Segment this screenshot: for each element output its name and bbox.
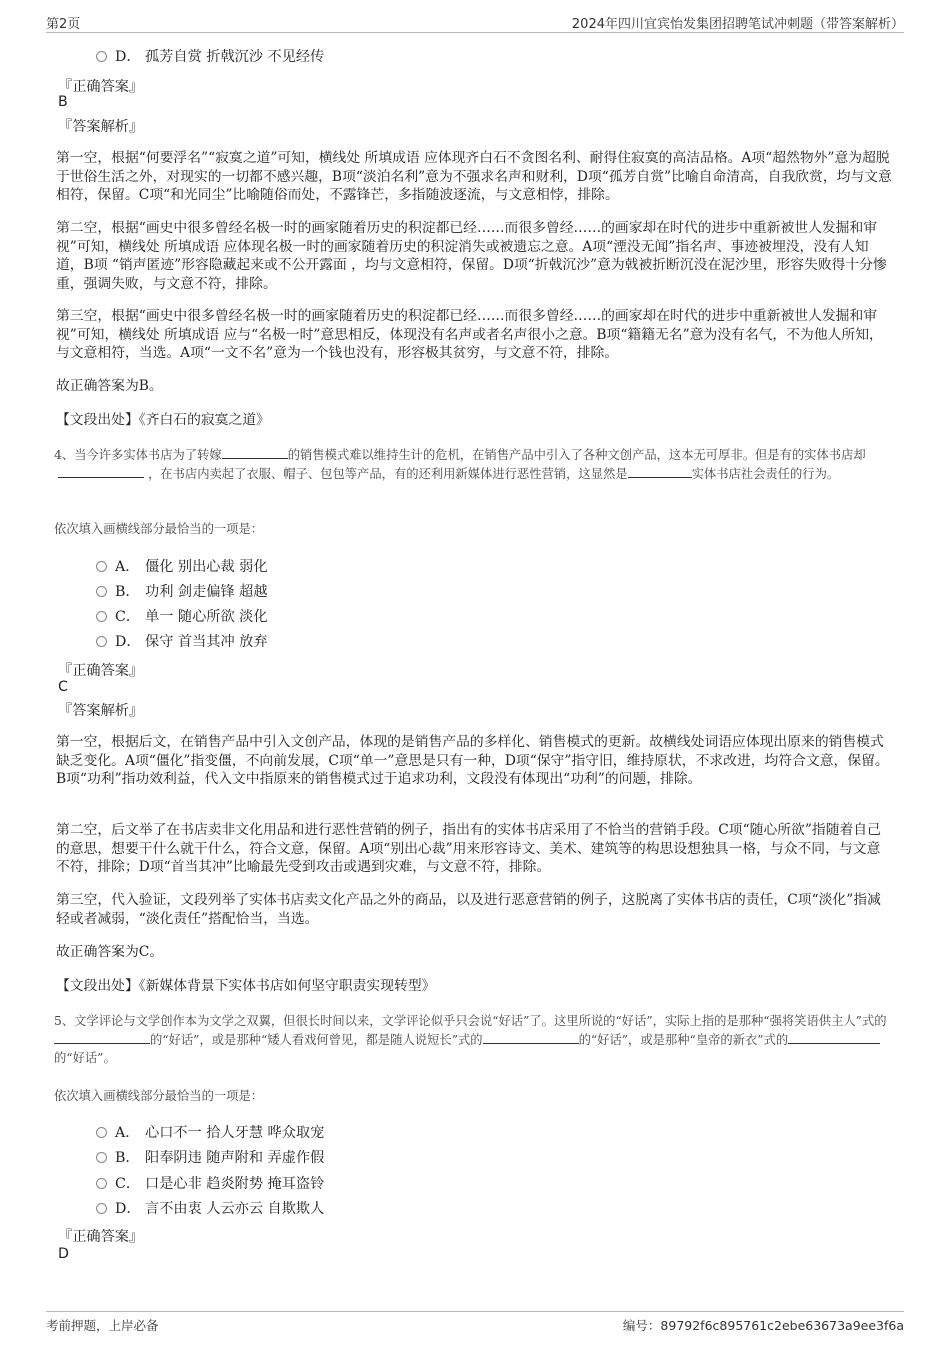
document-id: 编号：89792f6c895761c2ebe63673a9ee3f6a <box>622 1318 904 1333</box>
radio-icon[interactable] <box>96 611 107 622</box>
q5-option-c[interactable]: C． 口是心非 趋炎附势 掩耳盗铃 <box>96 1173 324 1193</box>
page-header <box>46 10 904 33</box>
q4-answer: C <box>58 679 68 695</box>
q3-analysis-paragraph: 第一空，根据“何要浮名”“寂寞之道”可知，横线处 所填成语 应体现齐白石不贪图名利、耐得住寂寞的高洁品格。A项“超然物外”意为超脱于世俗生活之外，对现实的一切都不感兴趣，B项“淡泊名利”意为不强求名声和财利，D项“孤芳自赏”比喻自命清高，自我欣赏，均与文意相符，保留。C项“和光同尘”比喻随俗而处，不露锋芒，多指随波逐流，与文意相悖，排除。 <box>56 150 892 203</box>
q5-answer: D <box>58 1246 69 1262</box>
q4-option-a[interactable]: A． 僵化 别出心裁 弱化 <box>96 556 268 576</box>
q4-option-d[interactable]: D． 保守 首当其冲 放弃 <box>96 631 268 651</box>
q4-conclusion: 故正确答案为C。 <box>56 944 164 960</box>
blank-line <box>222 446 288 459</box>
footer-slogan: 考前押题，上岸必备 <box>46 1318 159 1333</box>
q3-source: 【文段出处】《齐白石的寂寞之道》 <box>56 412 270 428</box>
radio-icon[interactable] <box>96 1152 107 1163</box>
q3-answer: B <box>58 94 68 110</box>
radio-icon[interactable] <box>96 51 107 62</box>
q4-instruction: 依次填入画横线部分最恰当的一项是： <box>54 522 264 536</box>
q5-instruction: 依次填入画横线部分最恰当的一项是： <box>54 1089 264 1103</box>
q5-stem: 5、文学评论与文学创作本为文学之双翼，但很长时间以来，文学评论似乎只会说“好话”了。这里所说的“好话”，实际上指的是那种“强将笑语供主人”式的的“好话”，或是那种“矮人看戏何曾见，都是随人说短长”式的 的“好话”，或是那种“皇帝的新衣”式的的“好话”。 <box>54 1014 887 1065</box>
q5-answer-label: 『正确答案』 <box>58 1229 144 1245</box>
q4-option-b[interactable]: B． 功利 剑走偏锋 超越 <box>96 581 268 601</box>
q3-conclusion: 故正确答案为B。 <box>56 378 163 394</box>
radio-icon[interactable] <box>96 636 107 647</box>
q5-option-b[interactable]: B． 阳奉阴违 随声附和 弄虚作假 <box>96 1147 324 1167</box>
q4-analysis-paragraph: 第一空，根据后文，在销售产品中引入文创产品，体现的是销售产品的多样化、销售模式的更新。故横线处词语应体现出原来的销售模式缺乏变化。A项“僵化”指变僵，不向前发展，C项“单一”意思是只有一种，D项“保守”指守旧，维持原状，不求改进，均符合文意，保留。B项“功利”指功效利益，代入文中指原来的销售模式过于追求功利，文段没有体现出“功利”的问题，排除。 <box>56 734 889 787</box>
q4-analysis-label: 『答案解析』 <box>58 703 144 719</box>
radio-icon[interactable] <box>96 561 107 572</box>
q4-stem: 4、当今许多实体书店为了转嫁 的销售模式难以维持生计的危机，在销售产品中引入了各种文创产品，这本无可厚非。但是有的实体书店却，在书店内卖起了衣服、帽子、包包等产品，有的还利用新媒体进行恶性营销，这显然是 实体书店社会责任的行为。 <box>54 448 866 481</box>
q3-analysis-paragraph: 第二空，根据“画史中很多曾经名极一时的画家随着历史的积淀都已经……而很多曾经……的画家却在时代的进步中重新被世人发掘和审视”可知，横线处 所填成语 应体现名极一时的画家随着历史的积淀消失或被遗忘之意。A项“湮没无闻”指名声、事迹被埋没，没有人知道，B项 “销声匿迹”形容隐藏起来或不公开露面 ，均与文意相符，保留。D项“折戟沉沙”意为戟被折断沉没在泥沙里，形容失败得十分惨重，强调失败，与文意不符，排除。 <box>56 220 887 292</box>
q3-option-d[interactable]: D． 孤芳自赏 折戟沉沙 不见经传 <box>96 46 324 66</box>
q5-option-d[interactable]: D． 言不由衷 人云亦云 自欺欺人 <box>96 1198 324 1218</box>
document-title: 2024年四川宜宾怡发集团招聘笔试冲刺题（带答案解析） <box>571 17 904 32</box>
q4-analysis-paragraph: 第三空，代入验证，文段列举了实体书店卖文化产品之外的商品，以及进行恶意营销的例子，这脱离了实体书店的责任，C项“淡化”指减轻或者减弱，“淡化责任”搭配恰当，当选。 <box>56 892 881 927</box>
page-footer <box>46 1311 904 1338</box>
radio-icon[interactable] <box>96 586 107 597</box>
radio-icon[interactable] <box>96 1127 107 1138</box>
q3-analysis-paragraph: 第三空，根据“画史中很多曾经名极一时的画家随着历史的积淀都已经……而很多曾经……的画家却在时代的进步中重新被世人发掘和审视”可知，横线处 所填成语 应与“名极一时”意思相反，体现没有名声或者名声很小之意。B项“籍籍无名”意为没有名气，不为他人所知，与文意相符，当选。A项“一文不名”意为一个钱也没有，形容极其贫穷，与文意不符，排除。 <box>56 308 883 361</box>
q4-source: 【文段出处】《新媒体背景下实体书店如何坚守职责实现转型》 <box>56 978 436 994</box>
q4-analysis-paragraph: 第二空，后文举了在书店卖非文化用品和进行恶性营销的例子，指出有的实体书店采用了不恰当的营销手段。C项“随心所欲”指随着自己的意思，想要干什么就干什么，符合文意，保留。A项“别出心裁”用来形容诗文、美术、建筑等的构思设想独具一格，与众不同，与文意不符，排除；D项“首当其冲”比喻最先受到攻击或遇到灾难，与文意不符，排除。 <box>56 822 881 875</box>
q3-answer-label: 『正确答案』 <box>58 79 144 95</box>
blank-line <box>54 1031 150 1044</box>
q3-analysis-label: 『答案解析』 <box>58 119 144 135</box>
q5-option-a[interactable]: A． 心口不一 拾人牙慧 哗众取宠 <box>96 1122 324 1142</box>
blank-line <box>788 1031 880 1044</box>
radio-icon[interactable] <box>96 1178 107 1189</box>
blank-line <box>628 465 692 478</box>
blank-line <box>483 1031 579 1044</box>
blank-line <box>58 465 144 478</box>
radio-icon[interactable] <box>96 1203 107 1214</box>
q4-option-c[interactable]: C． 单一 随心所欲 淡化 <box>96 606 268 626</box>
page-number: 第2页 <box>46 17 81 32</box>
q4-answer-label: 『正确答案』 <box>58 663 144 679</box>
